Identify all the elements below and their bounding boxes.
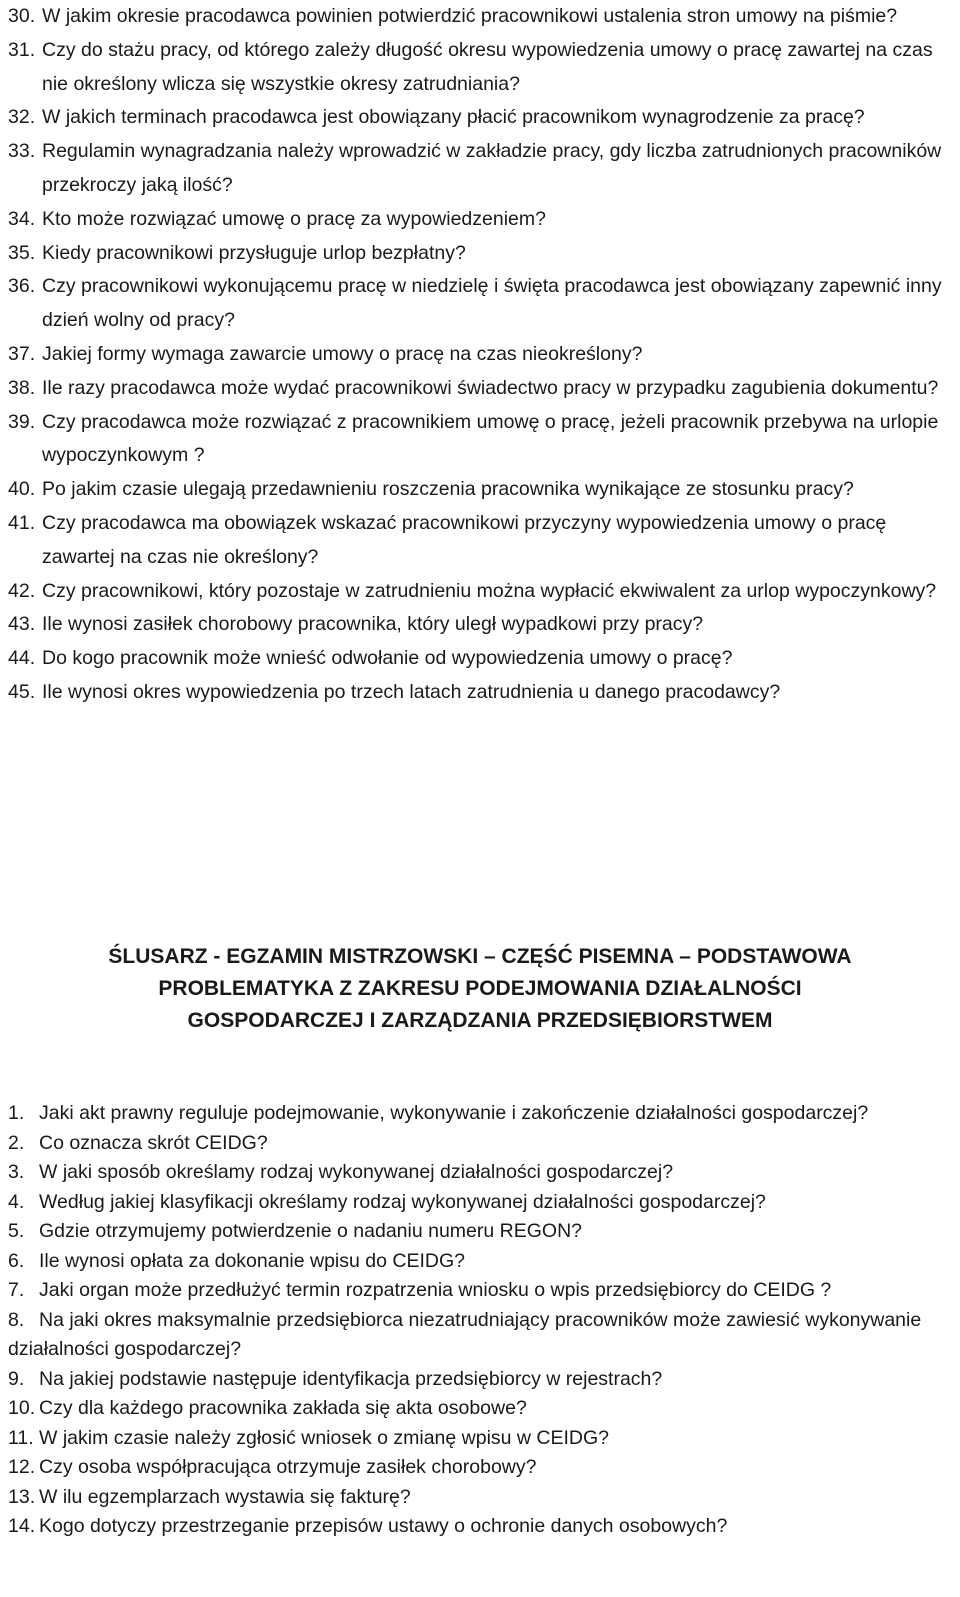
- question-number: 11.: [8, 1426, 34, 1449]
- question-text: Jakiej formy wymaga zawarcie umowy o pracę na czas nieokreślony?: [42, 342, 643, 365]
- question-text: Do kogo pracownik może wnieść odwołanie od wypowiedzenia umowy o pracę?: [42, 647, 733, 670]
- question-item: [8, 1247, 952, 1277]
- question-text: Czy osoba współpracująca otrzymuje zasiłek chorobowy?: [39, 1456, 537, 1478]
- question-text: Ile wynosi okres wypowiedzenia po trzech latach zatrudnienia u danego pracodawcy?: [42, 680, 781, 703]
- question-text: Regulamin wynagradzania należy wprowadzić w zakładzie pracy, gdy liczba zatrudnionych pracowników przekroczy jaką ilość?: [42, 140, 942, 196]
- question-text: Na jakiej podstawie następuje identyfikacja przedsiębiorcy w rejestrach?: [39, 1367, 663, 1390]
- question-number: 41.: [8, 511, 36, 534]
- question-text: W ilu egzemplarzach wystawia się fakturę?: [39, 1485, 411, 1508]
- question-item: [8, 203, 952, 237]
- question-number: 42.: [8, 579, 36, 602]
- question-number: 6.: [8, 1249, 25, 1272]
- question-number: 7.: [8, 1279, 25, 1301]
- question-number: 2.: [8, 1131, 25, 1154]
- question-item: [8, 575, 952, 609]
- question-item: [8, 406, 952, 474]
- question-number: 32.: [8, 106, 36, 129]
- question-item: [8, 473, 952, 507]
- business-question-list: [8, 1099, 952, 1542]
- question-item: [8, 1306, 952, 1365]
- question-item: [8, 1188, 952, 1218]
- question-number: 9.: [8, 1367, 25, 1390]
- question-item: [8, 507, 952, 575]
- question-item: [8, 1158, 952, 1188]
- question-number: 35.: [8, 241, 36, 264]
- question-item: [8, 642, 952, 676]
- question-number: 37.: [8, 342, 36, 365]
- question-text: Ile razy pracodawca może wydać pracownikowi świadectwo pracy w przypadku zagubienia dokumentu?: [42, 376, 939, 399]
- question-item: [8, 1394, 952, 1424]
- question-item: [8, 1483, 952, 1513]
- question-item: [8, 270, 952, 338]
- question-text: Czy do stażu pracy, od którego zależy długość okresu wypowiedzenia umowy o pracę zawartej na czas nie określony wlicza się wszystkie okresy zatrudniania?: [42, 38, 933, 95]
- question-item: [8, 237, 952, 271]
- question-text: Według jakiej klasyfikacji określamy rodzaj wykonywanej działalności gospodarczej?: [39, 1190, 766, 1213]
- question-number: 1.: [8, 1102, 25, 1124]
- question-number: 45.: [8, 680, 36, 703]
- question-number: 44.: [8, 647, 36, 670]
- question-item: [8, 34, 952, 102]
- heading-line-1: ŚLUSARZ - EGZAMIN MISTRZOWSKI – CZĘŚĆ PISEMNA – PODSTAWOWA: [108, 945, 852, 968]
- question-text: Czy pracownikowi, który pozostaje w zatrudnieniu można wypłacić ekwiwalent za urlop wypoczynkowy?: [42, 579, 937, 602]
- question-text: Na jaki okres maksymalnie przedsiębiorca niezatrudniający pracowników może zawiesić wykonywanie działalności gospodarczej?: [8, 1308, 922, 1360]
- question-item: [8, 135, 952, 203]
- question-number: 5.: [8, 1220, 25, 1242]
- question-item: [8, 1365, 952, 1395]
- question-number: 39.: [8, 410, 36, 433]
- question-text: Ile wynosi opłata za dokonanie wpisu do CEIDG?: [39, 1249, 465, 1272]
- question-number: 43.: [8, 613, 36, 636]
- question-number: 40.: [8, 478, 36, 501]
- question-number: 38.: [8, 376, 36, 399]
- question-text: Kogo dotyczy przestrzeganie przepisów ustawy o ochronie danych osobowych?: [39, 1515, 728, 1537]
- question-number: 36.: [8, 275, 36, 298]
- question-item: [8, 1129, 952, 1159]
- question-item: [8, 338, 952, 372]
- question-text: Po jakim czasie ulegają przedawnieniu roszczenia pracownika wynikające ze stosunku pracy?: [42, 478, 854, 501]
- question-item: [8, 1424, 952, 1454]
- heading-line-2: PROBLEMATYKA Z ZAKRESU PODEJMOWANIA DZIAŁALNOŚCI: [158, 977, 802, 1000]
- question-item: [8, 372, 952, 406]
- question-number: 4.: [8, 1190, 25, 1213]
- question-number: 30.: [8, 5, 36, 27]
- question-item: [8, 0, 952, 34]
- question-number: 33.: [8, 140, 36, 163]
- question-text: Ile wynosi zasiłek chorobowy pracownika, który uległ wypadkowi przy pracy?: [42, 613, 704, 636]
- question-text: Jaki akt prawny reguluje podejmowanie, wykonywanie i zakończenie działalności gospodarczej?: [39, 1102, 869, 1124]
- question-number: 10.: [8, 1397, 36, 1419]
- question-item: [8, 101, 952, 135]
- question-item: [8, 1099, 952, 1129]
- question-number: 34.: [8, 207, 36, 230]
- question-item: [8, 1276, 952, 1306]
- question-text: Co oznacza skrót CEIDG?: [39, 1131, 268, 1154]
- question-number: 13.: [8, 1485, 36, 1508]
- question-text: Czy pracownikowi wykonującemu pracę w niedzielę i święta pracodawca jest obowiązany zapewnić inny dzień wolny od pracy?: [42, 275, 942, 332]
- question-text: Kto może rozwiązać umowę o pracę za wypowiedzeniem?: [42, 207, 546, 230]
- labor-law-question-list: [8, 0, 952, 710]
- question-number: 14.: [8, 1515, 36, 1537]
- question-text: Gdzie otrzymujemy potwierdzenie o nadaniu numeru REGON?: [39, 1220, 583, 1242]
- question-text: Czy dla każdego pracownika zakłada się akta osobowe?: [39, 1397, 527, 1419]
- question-text: Czy pracodawca może rozwiązać z pracownikiem umowę o pracę, jeżeli pracownik przebywa na urlopie wypoczynkowym ?: [42, 410, 939, 467]
- question-text: Kiedy pracownikowi przysługuje urlop bezpłatny?: [42, 241, 466, 264]
- section-heading: [0, 941, 960, 1037]
- question-item: [8, 1217, 952, 1247]
- question-number: 31.: [8, 38, 36, 61]
- question-item: [8, 676, 952, 710]
- question-text: W jaki sposób określamy rodzaj wykonywanej działalności gospodarczej?: [39, 1161, 674, 1183]
- question-text: Jaki organ może przedłużyć termin rozpatrzenia wniosku o wpis przedsiębiorcy do CEIDG ?: [39, 1279, 832, 1301]
- question-number: 3.: [8, 1161, 25, 1183]
- question-item: [8, 608, 952, 642]
- question-number: 12.: [8, 1456, 36, 1478]
- question-number: 8.: [8, 1308, 25, 1331]
- question-text: W jakich terminach pracodawca jest obowiązany płacić pracownikom wynagrodzenie za pracę?: [42, 106, 865, 129]
- heading-line-3: GOSPODARCZEJ I ZARZĄDZANIA PRZEDSIĘBIORSTWEM: [187, 1009, 773, 1032]
- question-item: [8, 1453, 952, 1483]
- question-text: W jakim okresie pracodawca powinien potwierdzić pracownikowi ustalenia stron umowy na piśmie?: [42, 5, 898, 27]
- question-item: [8, 1512, 952, 1542]
- question-text: Czy pracodawca ma obowiązek wskazać pracownikowi przyczyny wypowiedzenia umowy o pracę zawartej na czas nie określony?: [42, 511, 887, 568]
- question-text: W jakim czasie należy zgłosić wniosek o zmianę wpisu w CEIDG?: [39, 1426, 610, 1449]
